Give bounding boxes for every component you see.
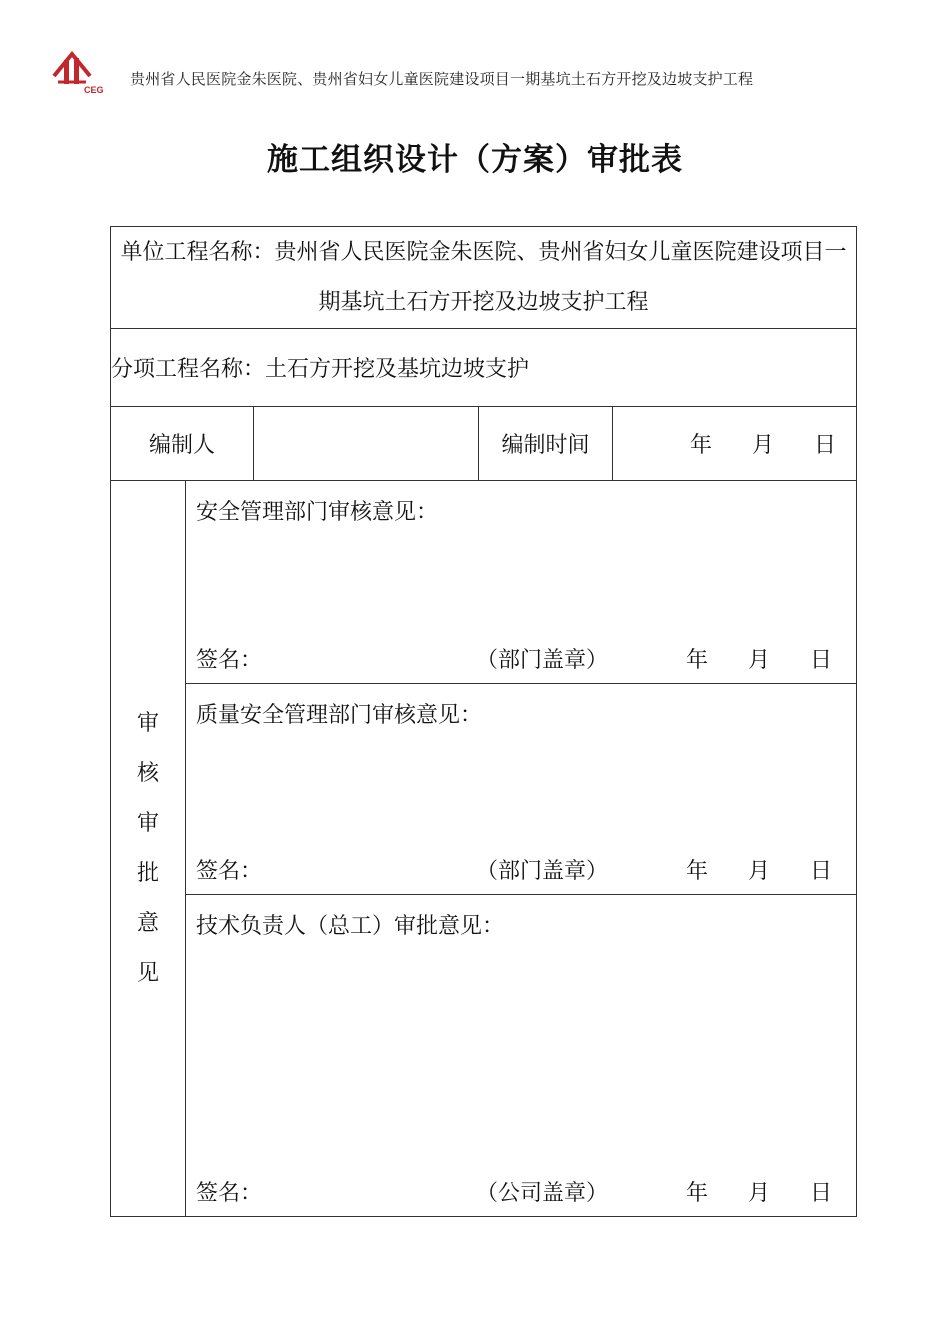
- compile-time-label: 编制时间: [479, 407, 613, 481]
- seal-label: （部门盖章）: [476, 859, 609, 884]
- header-project-name: 贵州省人民医院金朱医院、贵州省妇女儿童医院建设项目一期基坑土石方开挖及边坡支护工程: [130, 70, 754, 88]
- sub-project-name: 分项工程名称：土石方开挖及基坑边坡支护: [111, 329, 857, 407]
- day-label: 日: [810, 1181, 833, 1206]
- signature-label: 签名：: [196, 859, 263, 884]
- opinion-label: 技术负责人（总工）审批意见：: [196, 914, 505, 939]
- year-label: 年: [686, 648, 709, 673]
- company-logo: [48, 46, 108, 96]
- signature-label: 签名：: [196, 648, 263, 673]
- approval-form: [110, 226, 857, 1217]
- document-title: 施工组织设计（方案）审批表: [267, 142, 683, 178]
- chief-engineer-opinion[interactable]: [186, 895, 857, 1217]
- signature-row: [196, 643, 832, 675]
- day-label: 日: [814, 433, 837, 458]
- review-approval-label: 审 核 审 批 意 见: [111, 481, 186, 1217]
- compiler-field[interactable]: [254, 407, 479, 481]
- opinion-label: 安全管理部门审核意见：: [196, 500, 439, 525]
- day-label: 日: [810, 859, 833, 884]
- quality-safety-dept-opinion[interactable]: [186, 684, 857, 895]
- year-label: 年: [686, 1181, 709, 1206]
- month-label: 月: [748, 1181, 771, 1206]
- signature-row: [196, 854, 832, 886]
- year-label: 年: [690, 433, 713, 458]
- compiler-label: 编制人: [111, 407, 254, 481]
- seal-label: （部门盖章）: [476, 648, 609, 673]
- logo-text: CEG: [84, 85, 104, 95]
- signature-label: 签名：: [196, 1181, 263, 1206]
- day-label: 日: [810, 648, 833, 673]
- opinion-label: 质量安全管理部门审核意见：: [196, 703, 483, 728]
- safety-dept-opinion[interactable]: [186, 481, 857, 684]
- signature-row: [196, 1176, 832, 1208]
- month-label: 月: [748, 648, 771, 673]
- seal-label: （公司盖章）: [476, 1181, 609, 1206]
- unit-project-name: 单位工程名称：贵州省人民医院金朱医院、贵州省妇女儿童医院建设项目一期基坑土石方开挖及边坡支护工程: [111, 227, 857, 329]
- compile-time-field[interactable]: [613, 407, 857, 481]
- month-label: 月: [748, 859, 771, 884]
- month-label: 月: [752, 433, 775, 458]
- year-label: 年: [686, 859, 709, 884]
